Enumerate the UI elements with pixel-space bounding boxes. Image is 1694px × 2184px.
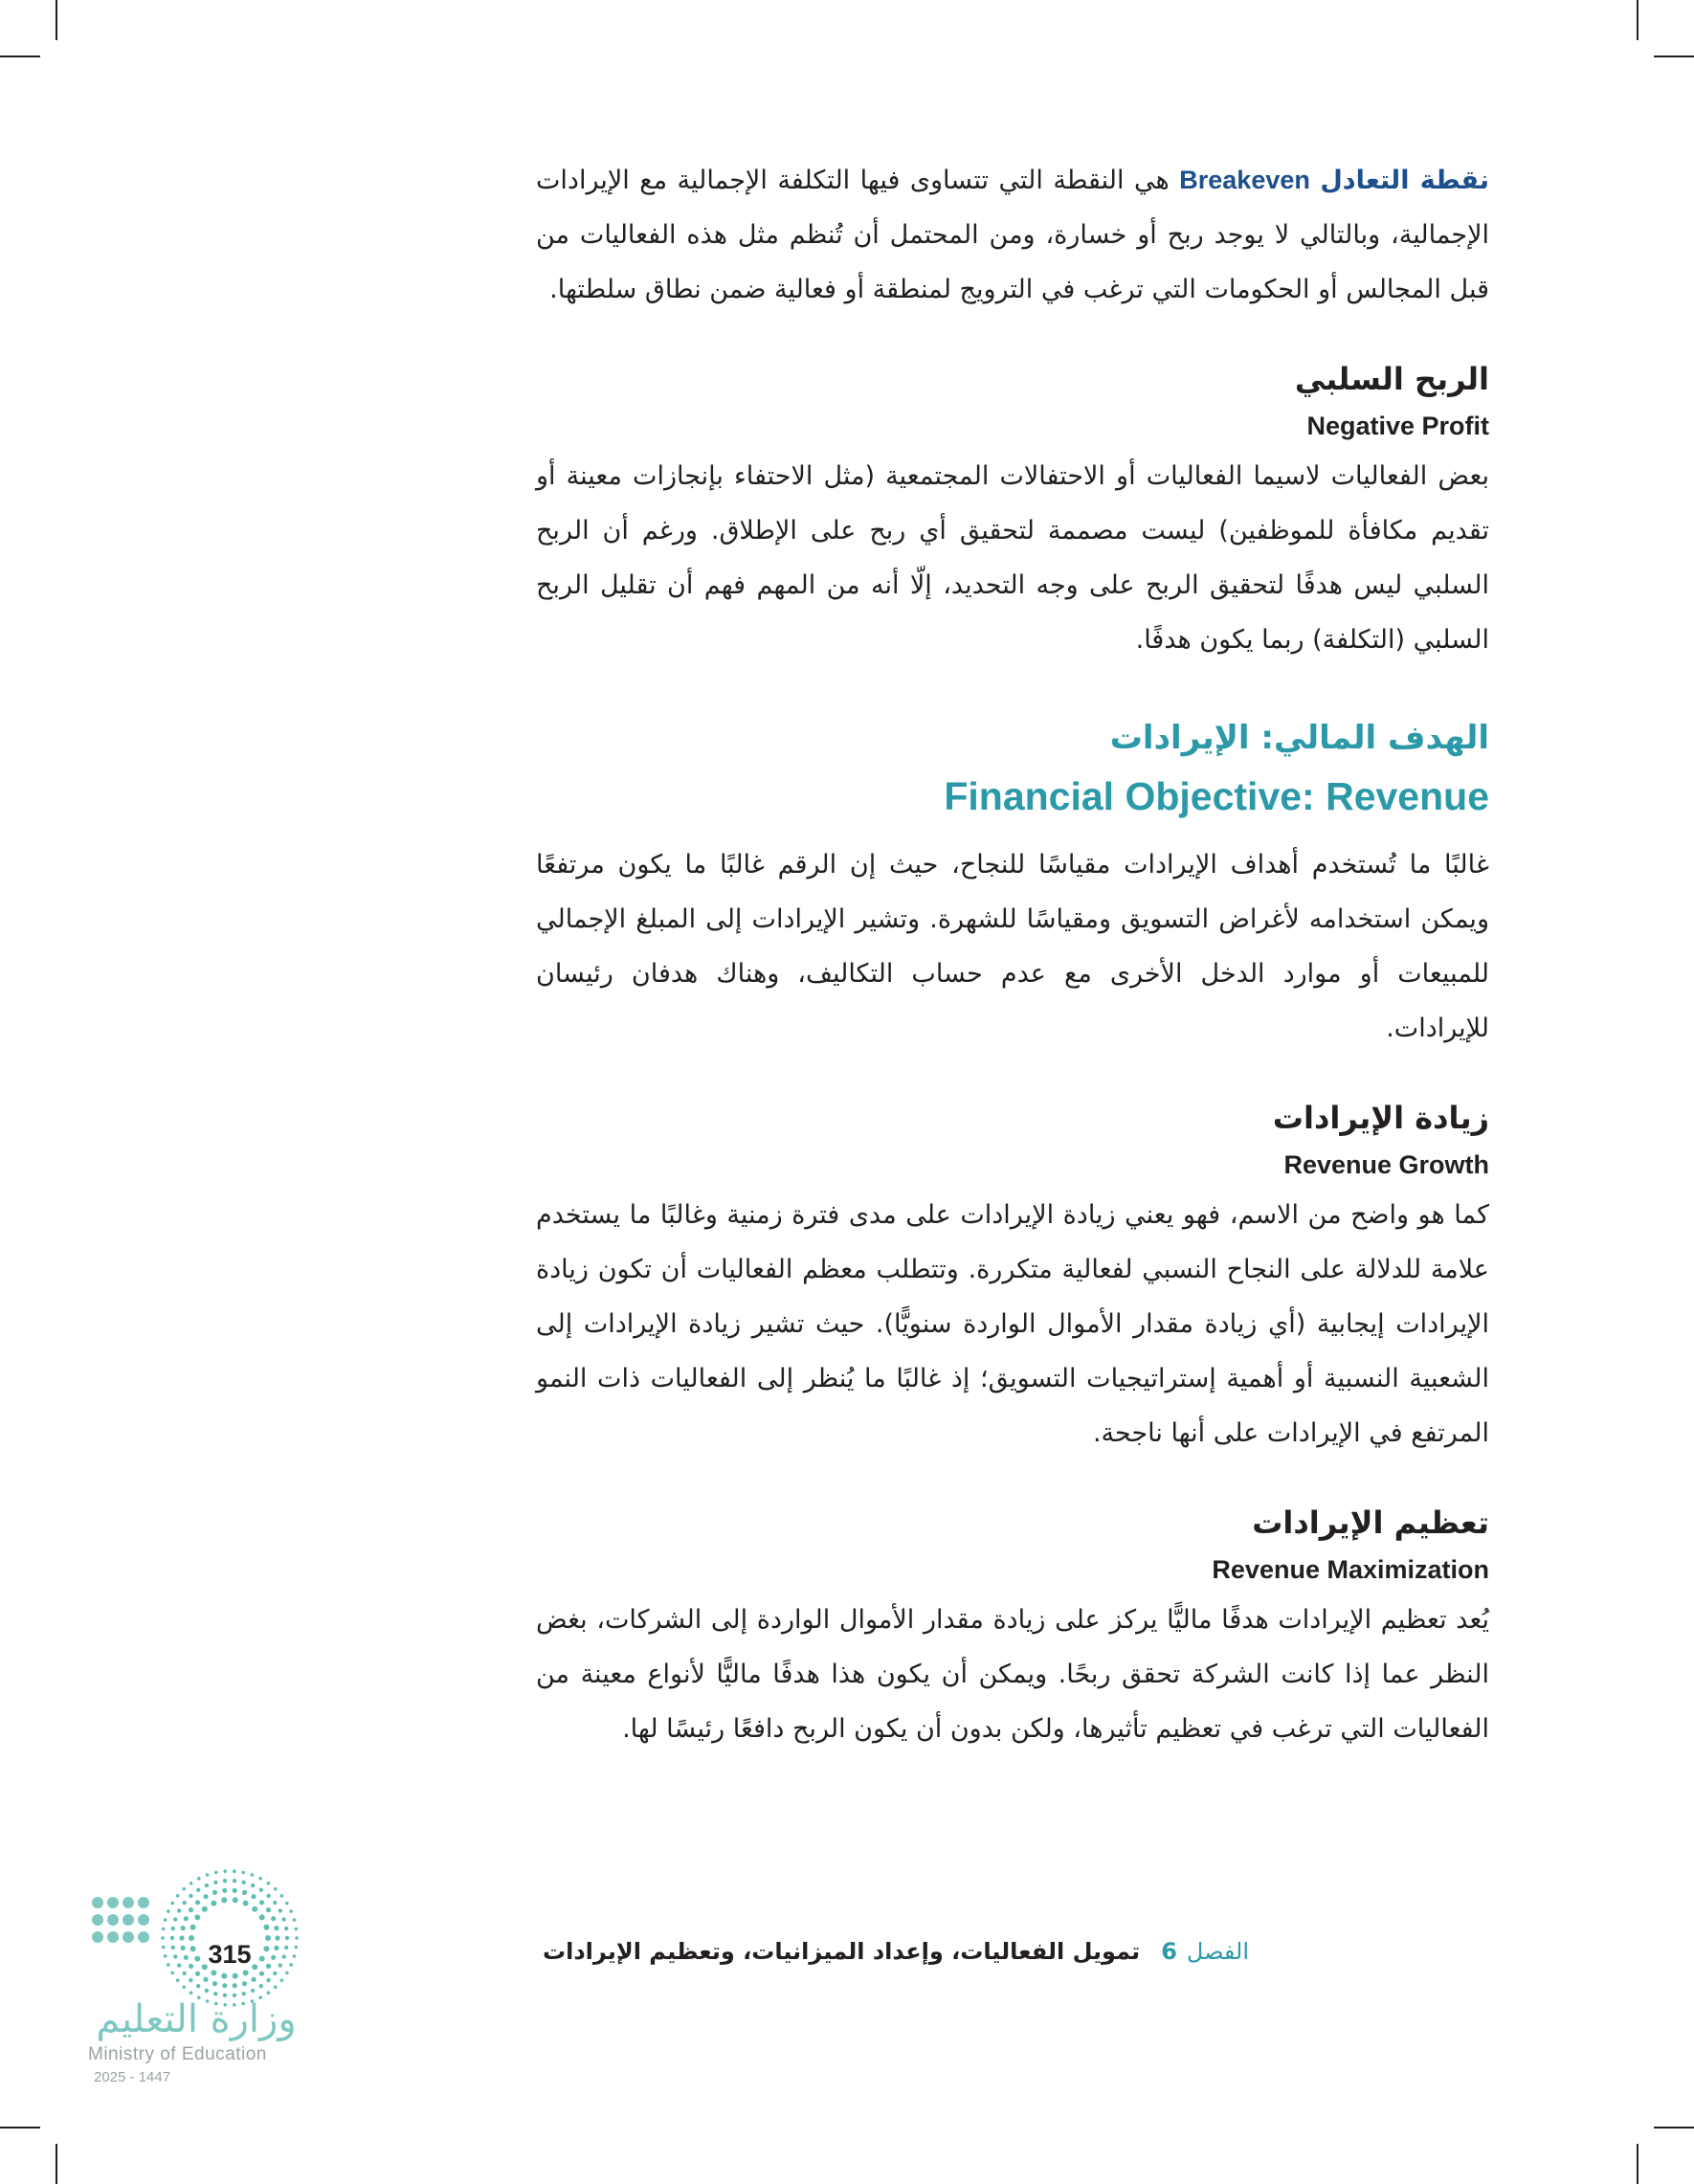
crop-mark [0,56,40,57]
revenue-growth-heading-ar: زيادة الإيرادات [1272,1100,1489,1136]
logo-dot [258,1877,262,1881]
logo-dot [289,1909,293,1913]
logo-dot [223,1879,227,1883]
logo-dot [259,1900,264,1905]
logo-dot [196,1888,200,1892]
logo-dot [242,1981,247,1986]
logo-dot [212,1981,217,1986]
logo-dot [195,1900,200,1905]
crop-mark [1654,2127,1694,2128]
logo-dot [282,1917,286,1921]
logo-dot [170,1936,174,1940]
logo-dot [221,1897,227,1903]
logo-dot [173,1917,177,1921]
revenue-growth-heading-en: Revenue Growth [1283,1150,1489,1179]
logo-dot [161,1936,165,1940]
logo-dot [195,1972,200,1976]
logo-dot [263,1925,269,1930]
logo-dot [233,1888,237,1893]
financial-objective-heading-en: Financial Objective: Revenue [944,774,1489,818]
ministry-name-en: Ministry of Education [88,2044,267,2064]
logo-dot [189,1991,193,1995]
logo-dot [233,1869,236,1873]
logo-dot [214,1871,218,1875]
logo-dot [189,1978,192,1982]
logo-dot [221,1973,227,1979]
logo-dot [259,1984,263,1988]
logo-dot [259,1888,263,1892]
logo-dot [170,1972,174,1975]
logo-dot [243,1970,249,1975]
logo-dot [266,1907,271,1912]
logo-dot [274,1946,279,1950]
revenue-maximization-paragraph: يُعد تعظيم الإيرادات هدفًا ماليًّا يركز على زيادة مقدار الأموال الواردة إلى الشركات، بغض النظر عما إذا كانت الشركة تحقق ربحًا. ويمكن أن يكون هذا هدفًا ماليًّا لأنواع معينة من الفعاليات التي ترغب في تعظيم تأثيرها، ولكن بدون أن يكون الربح دافعًا رئيسًا لها. [536,1605,1489,1744]
page-content [536,153,1489,1756]
logo-dot [267,1991,271,1995]
logo-dot [233,1973,238,1979]
revenue-maximization-heading-ar: تعظيم الإيرادات [1252,1504,1489,1541]
logo-dot [202,1906,208,1912]
logo-dot [241,1871,245,1875]
logo-dot [274,1926,279,1930]
crop-mark [1637,2144,1638,2184]
logo-dot [284,1927,288,1930]
logo-dot [252,1906,257,1912]
breakeven-term-ar: نقطة التعادل [1320,166,1489,195]
logo-dot [197,1877,201,1881]
breakeven-term-en: Breakeven [1179,166,1310,194]
crop-mark [1654,56,1694,57]
ministry-year: 2025 - 1447 [94,2069,171,2085]
logo-dot [279,1908,282,1912]
logo-dot [162,1946,166,1950]
crop-mark [56,0,57,40]
chapter-number: 6 [1161,1938,1177,1965]
logo-dot [285,1936,289,1940]
logo-dot [203,1894,208,1899]
logo-dot [167,1963,170,1967]
logo-dot [222,1888,227,1893]
revenue-growth-paragraph: كما هو واضح من الاسم، فهو يعني زيادة الإيرادات على مدى فترة زمنية وغالبًا ما يستخدم علامة للدلالة على النجاح النسبي لفعالية متكررة. وتتطلب معظم الفعاليات أن تكون زيادة الإيرادات إيجابية (أي زيادة مقدار الأموال الواردة سنويًّا). حيث تشير زيادة الإيرادات إلى الشعبية النسبية أو أهمية إستراتيجيات التسويق؛ إذ غالبًا ما يُنظر إلى الفعاليات ذات النمو المرتفع في الإيرادات على أنها ناجحة. [536,1200,1489,1448]
logo-dot [293,1954,297,1958]
logo-dot [266,1978,270,1982]
logo-dot [176,1978,180,1982]
logo-dot [189,1894,192,1898]
logo-dot [183,1901,187,1905]
logo-dot [184,1916,189,1921]
logo-dot [189,1882,193,1885]
logo-dot [259,1972,264,1976]
logo-dot [273,1901,277,1905]
logo-dot [295,1936,299,1940]
logo-dot [213,1881,217,1884]
financial-objective-heading-ar: الهدف المالي: الإيرادات [1109,719,1489,757]
logo-dot [182,1985,186,1989]
logo-dot [266,1894,270,1898]
financial-objective-paragraph: غالبًا ما تُستخدم أهداف الإيرادات مقياسًا للنجاح، حيث إن الرقم غالبًا ما يكون مرتفعًا ويمكن استخدامه لأغراض التسويق ومقياسًا للشهرة. وتشير الإيرادات إلى المبلغ الإجمالي للمبيعات أو موارد الدخل الأخرى مع عدم حساب التكاليف، وهناك هدفان رئيسان للإيرادات. [536,850,1489,1043]
logo-dot [162,1928,166,1931]
logo-dot [223,1869,227,1873]
logo-dot [289,1963,293,1967]
chapter-label: الفصل [1186,1938,1249,1965]
negative-profit-heading-ar: الربح السلبي [1294,361,1489,397]
logo-dot [242,1881,246,1884]
logo-dot [179,1935,184,1940]
logo-dot [251,1873,255,1877]
intro-paragraph [536,153,1489,317]
logo-dot [205,1989,209,1993]
logo-dot [176,1894,180,1898]
logo-dot [164,1918,167,1922]
chapter-title: تمويل الفعاليات، وإعداد الميزانيات، وتعظيم الإيرادات [543,1938,1141,1965]
logo-dot [233,1879,236,1883]
logo-dot [293,1918,297,1922]
crop-mark [0,2127,40,2128]
page-number: 315 [208,1940,252,1969]
logo-dot [182,1887,186,1891]
logo-dot [206,1873,210,1877]
logo-dot [267,1882,271,1885]
logo-dot [211,1970,216,1975]
logo-dot [251,1883,255,1887]
logo-dot [274,1887,278,1891]
crop-mark [1637,0,1638,40]
logo-dot [279,1963,282,1967]
logo-dot [273,1972,277,1975]
logo-dot [171,1946,175,1950]
logo-dot [164,1954,167,1958]
logo-dot [177,1908,181,1912]
logo-dot [173,1954,177,1958]
crop-mark [56,2144,57,2184]
negative-profit-heading-en: Negative Profit [1306,412,1489,440]
logo-dot [211,1901,216,1906]
logo-dot [280,1894,284,1898]
logo-dot [285,1902,289,1905]
logo-dot [274,1985,278,1989]
logo-dot [275,1935,279,1940]
logo-dot [181,1946,186,1950]
logo-dot [222,1983,227,1988]
logo-dot [285,1972,289,1975]
intro-text: هي النقطة التي تتساوى فيها التكلفة الإجمالية مع الإيرادات الإجمالية، وبالتالي لا يوجد ربح أو خسارة، ومن المحتمل أن تُنظم مثل هذه الفعاليات من قبل المجالس أو الحكومات التي ترغب في الترويج لمنطقة أو فعالية ضمن نطاق سلطتها. [536,166,1489,304]
negative-profit-paragraph: بعض الفعاليات لاسيما الفعاليات أو الاحتفالات المجتمعية (مثل الاحتفاء بإنجازات معينة أو تقديم مكافأة للموظفين) ليست مصممة لتحقيق أي ربح على الإطلاق. ورغم أن الربح السلبي ليس هدفًا لتحقيق الربح على وجه التحديد، إلّا أنه من المهم فهم أن تقليل الربح السلبي (التكلفة) ربما يكون هدفًا. [536,461,1489,655]
logo-dot [190,1925,196,1930]
logo-dot [177,1963,181,1967]
logo-dot [280,1978,284,1982]
logo-dot [284,1946,288,1950]
logo-dot [196,1984,200,1988]
logo-dot [243,1901,249,1906]
revenue-maximization-heading-en: Revenue Maximization [1212,1555,1489,1584]
logo-dot [259,1914,265,1920]
logo-dot [194,1914,200,1920]
logo-dot [213,1992,217,1995]
logo-dot [171,1927,175,1930]
logo-dot [183,1972,187,1975]
logo-dot [282,1954,286,1958]
logo-dot [233,1983,237,1988]
logo-dot [170,1902,174,1905]
chapter-footer [536,1938,1249,1965]
logo-dot [167,1909,170,1913]
logo-dot [251,1989,255,1993]
logo-dot [212,1890,217,1895]
logo-dot [189,1907,193,1912]
logo-dot [242,1890,247,1895]
logo-dot [251,1894,256,1899]
logo-dot [242,1992,246,1995]
logo-dot [203,1977,208,1982]
ministry-name-ar: وزارة التعليم [96,1997,297,2041]
logo-dot [205,1883,209,1887]
logo-dot [271,1916,276,1921]
logo-dot [295,1946,299,1950]
logo-dot [181,1926,186,1930]
logo-dot [233,1897,238,1903]
logo-dot [251,1977,256,1982]
logo-dot [295,1928,299,1931]
